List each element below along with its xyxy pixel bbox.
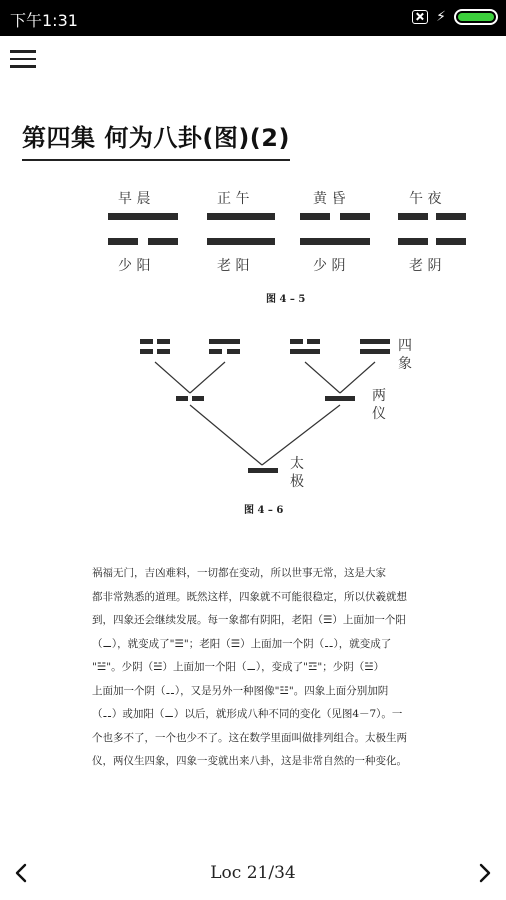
fig45-label-lesser-yang: 少 阳 bbox=[118, 258, 151, 274]
paragraph-line: （⚊），就变成了"☰"；老阳（☰）上面加一个阴（⚋），就变成了 bbox=[92, 637, 392, 650]
fig45-bar bbox=[300, 238, 370, 245]
fig45-caption: 图 4 – 5 bbox=[266, 294, 306, 305]
fig45-label-lesser-yin: 少 阴 bbox=[313, 258, 346, 274]
fig46-bar bbox=[248, 468, 278, 473]
fig46-bar bbox=[360, 339, 390, 344]
status-bar bbox=[0, 0, 506, 36]
fig46-caption: 图 4 – 6 bbox=[244, 505, 284, 516]
paragraph-line: 到，四象还会继续发展。每一象都有阴阳，老阳（☰）上面加一个阳 bbox=[92, 614, 406, 626]
fig45-bar bbox=[300, 213, 330, 220]
fig46-bar bbox=[140, 339, 153, 344]
status-icons bbox=[412, 9, 498, 25]
fig45-label-old-yin: 老 阴 bbox=[409, 258, 442, 274]
battery-icon bbox=[454, 9, 498, 25]
fig45-bar bbox=[398, 238, 428, 245]
fig46-bar bbox=[209, 349, 222, 354]
fig46-bar bbox=[192, 396, 204, 401]
fig45-bar bbox=[108, 238, 138, 245]
fig46-bar bbox=[307, 339, 320, 344]
fig45-bar bbox=[436, 238, 466, 245]
fig46-bar bbox=[140, 349, 153, 354]
fig45-bar bbox=[148, 238, 178, 245]
charging-bolt-icon: ⚡ bbox=[436, 9, 446, 25]
fig46-bar bbox=[227, 349, 240, 354]
body-paragraph bbox=[92, 562, 488, 774]
fig45-bar bbox=[436, 213, 466, 220]
hamburger-menu-icon[interactable] bbox=[10, 50, 36, 70]
fig45-label-midnight: 午 夜 bbox=[409, 191, 442, 207]
fig46-bar bbox=[157, 339, 170, 344]
fig46-bar bbox=[360, 349, 390, 354]
location-indicator: Loc 21/34 bbox=[210, 863, 296, 883]
reader-footer bbox=[0, 845, 506, 900]
fig45-label-noon: 正 午 bbox=[217, 191, 250, 207]
fig45-bar bbox=[398, 213, 428, 220]
paragraph-line: （⚋）或加阳（⚊）以后，就形成八种不同的变化（见图4－7）。一 bbox=[92, 708, 403, 720]
chevron-right-icon[interactable] bbox=[472, 861, 496, 885]
fig46-bar bbox=[290, 339, 303, 344]
fig46-bar bbox=[209, 339, 240, 344]
fig46-label-supreme: 太 极 bbox=[290, 456, 304, 490]
chapter-title: 第四集 何为八卦(图)(2) bbox=[22, 118, 290, 161]
fig45-bar bbox=[340, 213, 370, 220]
fig45-bar bbox=[108, 213, 178, 220]
fig45-label-morning: 早 晨 bbox=[118, 191, 151, 207]
fig45-label-dusk: 黄 昏 bbox=[313, 191, 346, 207]
fig45-bar bbox=[207, 213, 275, 220]
no-sim-icon bbox=[412, 10, 428, 24]
paragraph-line: 个也多不了，一个也少不了。这在数学里面叫做排列组合。太极生两 bbox=[92, 731, 407, 744]
paragraph-line: 仪，两仪生四象，四象一变就出来八卦，这是非常自然的一种变化。 bbox=[92, 755, 407, 767]
fig46-bar bbox=[290, 349, 320, 354]
fig45-bar bbox=[207, 238, 275, 245]
reader-toolbar bbox=[0, 36, 506, 82]
fig46-label-four-images: 四 象 bbox=[398, 338, 412, 372]
fig45-label-old-yang: 老 阳 bbox=[217, 258, 250, 274]
paragraph-line: 上面加一个阴（⚋），又是另外一种图像"☳"。四象上面分别加阴 bbox=[92, 684, 389, 697]
fig46-bar bbox=[157, 349, 170, 354]
fig46-label-two-modes: 两 仪 bbox=[372, 388, 386, 422]
fig46-bar bbox=[176, 396, 188, 401]
fig46-bar bbox=[325, 396, 355, 401]
paragraph-line: 祸福无门，吉凶难料，一切都在变动，所以世事无常，这是大家 bbox=[92, 567, 386, 579]
battery-level-fill bbox=[458, 13, 494, 21]
status-time: 下午1:31 bbox=[10, 11, 78, 30]
paragraph-line: 都非常熟悉的道理。既然这样，四象就不可能很稳定，所以伏羲就想 bbox=[92, 590, 407, 603]
paragraph-line: "☱"。少阴（☱）上面加一个阳（⚊），变成了"☲"；少阴（☱） bbox=[92, 661, 385, 673]
